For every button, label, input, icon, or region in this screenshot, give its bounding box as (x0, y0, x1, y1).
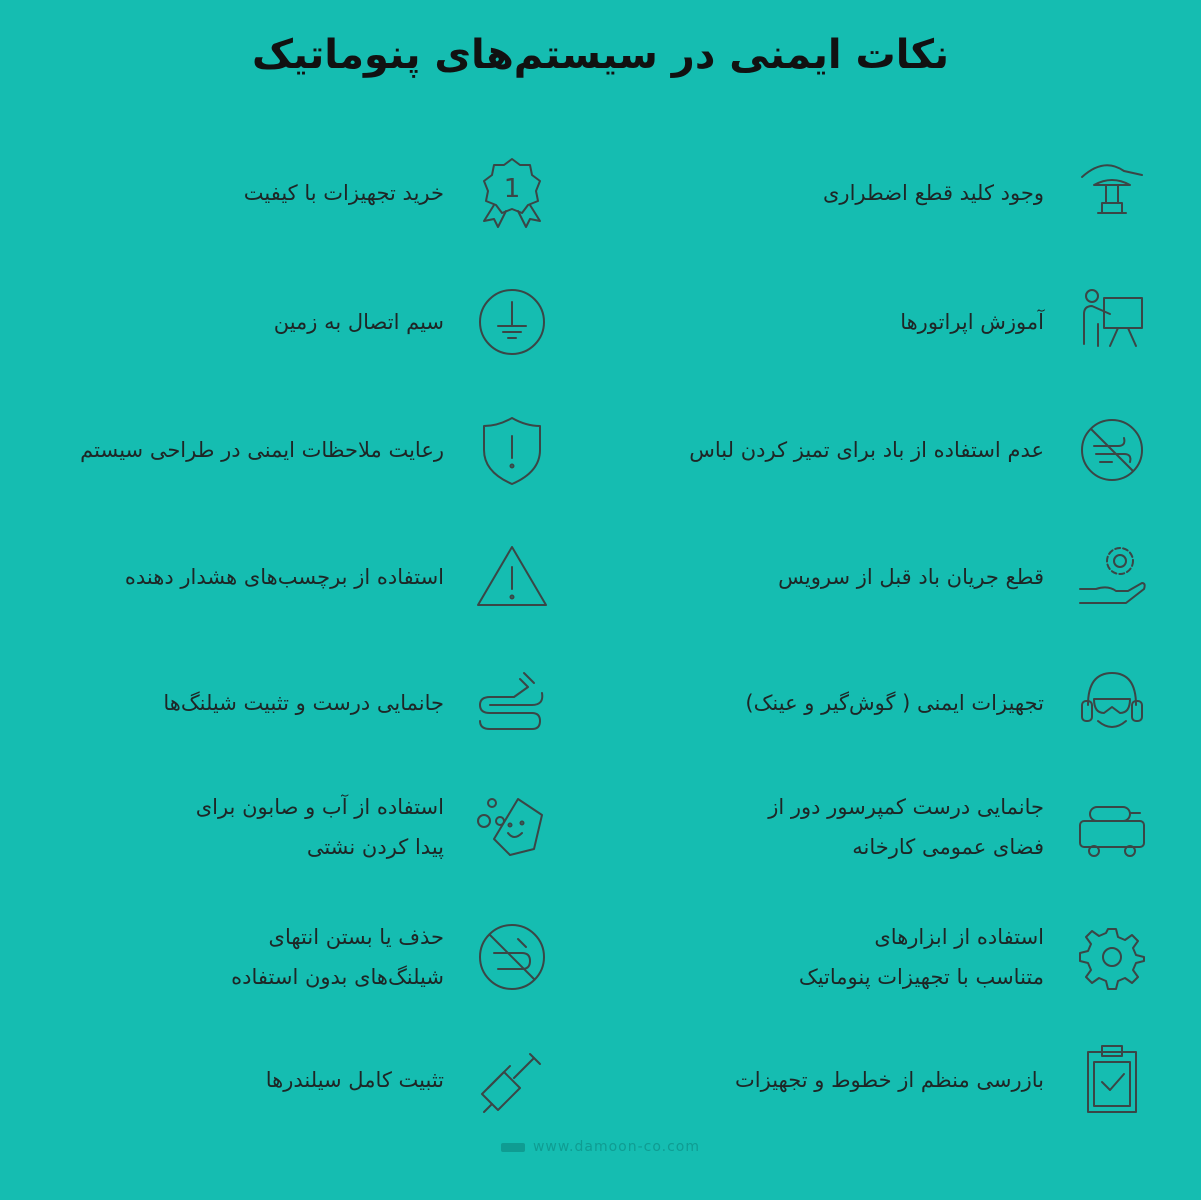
hose-icon (474, 665, 550, 741)
compressor-icon (1074, 789, 1150, 865)
item-text-line: خرید تجهیزات با کیفیت (243, 181, 444, 205)
cylinder-icon (474, 1042, 550, 1118)
left-item-5 (20, 663, 550, 743)
left-item-4 (20, 537, 550, 617)
item-text (231, 917, 444, 997)
item-text-line: سیم اتصال به زمین (273, 310, 444, 334)
item-text (125, 557, 444, 597)
item-text-line: وجود کلید قطع اضطراری (823, 181, 1044, 205)
right-item-2 (600, 282, 1150, 362)
quality-badge-icon (474, 155, 550, 231)
item-text (266, 1060, 444, 1100)
left-item-6 (20, 787, 550, 867)
left-item-1 (20, 153, 550, 233)
ground-icon (474, 284, 550, 360)
left-item-8 (20, 1040, 550, 1120)
item-text (778, 557, 1044, 597)
footer (0, 1139, 1201, 1155)
item-text-line: جانمایی درست و تثبیت شیلنگ‌ها (163, 691, 444, 715)
item-text-line: پیدا کردن نشتی (306, 835, 444, 859)
item-text-line: قطع جریان باد قبل از سرویس (778, 565, 1044, 589)
right-item-6 (600, 787, 1150, 867)
item-text-line: حذف یا بستن انتهای (268, 925, 444, 949)
item-text-line: استفاده از برچسب‌های هشدار دهنده (124, 565, 444, 589)
right-item-4 (600, 537, 1150, 617)
hand-emergency-button-icon (1074, 155, 1150, 231)
item-text (823, 173, 1044, 213)
right-item-5 (600, 663, 1150, 743)
item-text-line: شیلنگ‌های بدون استفاده (231, 965, 444, 989)
warning-triangle-icon (474, 539, 550, 615)
footer-url: www.damoon-co.com (532, 1139, 701, 1155)
right-item-3 (600, 410, 1150, 490)
item-text-line: جانمایی درست کمپرسور دور از (768, 795, 1044, 819)
item-text-line: آموزش اپراتورها (900, 310, 1044, 334)
item-text (244, 173, 444, 213)
item-text (196, 787, 444, 867)
right-item-7 (600, 917, 1150, 997)
earmuff-goggles-icon (1074, 665, 1150, 741)
item-text-line: بازرسی منظم از خطوط و تجهیزات (735, 1068, 1044, 1092)
item-text (735, 1060, 1044, 1100)
item-text-line: عدم استفاده از باد برای تمیز کردن لباس (689, 438, 1044, 462)
page-title: نکات ایمنی در سیستم‌های پنوماتیک (251, 32, 950, 78)
shield-warning-icon (474, 412, 550, 488)
gear-icon (1074, 919, 1150, 995)
clipboard-check-icon (1074, 1042, 1150, 1118)
item-text (689, 430, 1044, 470)
soap-bubbles-icon (474, 789, 550, 865)
left-item-2 (20, 282, 550, 362)
trainer-board-icon (1074, 284, 1150, 360)
item-text (163, 683, 444, 723)
right-item-8 (600, 1040, 1150, 1120)
item-text-line: استفاده از آب و صابون برای (195, 795, 444, 819)
item-text (274, 302, 444, 342)
item-text-line: استفاده از ابزارهای (874, 925, 1044, 949)
item-text-line: تجهیزات ایمنی ( گوش‌گیر و عینک) (745, 691, 1044, 715)
left-item-3 (20, 410, 550, 490)
logo-icon (501, 1143, 525, 1152)
item-text-line: فضای عمومی کارخانه (852, 835, 1044, 859)
no-hose-icon (474, 919, 550, 995)
item-text-line: متناسب با تجهیزات پنوماتیک (798, 965, 1044, 989)
item-text (799, 917, 1044, 997)
item-text (768, 787, 1044, 867)
item-text (80, 430, 444, 470)
hand-gear-icon (1074, 539, 1150, 615)
left-item-7 (20, 917, 550, 997)
right-item-1 (600, 153, 1150, 233)
svg-text:1: 1 (503, 174, 521, 204)
no-air-icon (1074, 412, 1150, 488)
item-text (900, 302, 1044, 342)
item-text (745, 683, 1044, 723)
item-text-line: رعایت ملاحظات ایمنی در طراحی سیستم (80, 438, 444, 462)
item-text-line: تثبیت کامل سیلندرها (265, 1068, 444, 1092)
